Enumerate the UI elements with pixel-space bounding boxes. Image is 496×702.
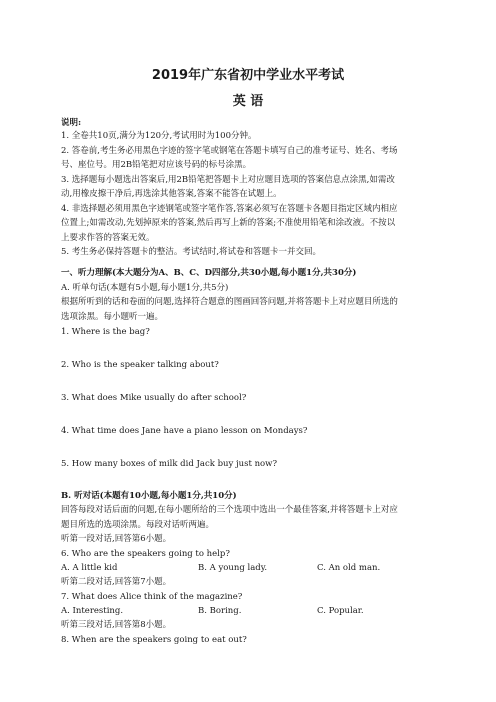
question-2: 2. Who is the speaker talking about?: [61, 360, 219, 370]
instruction-line: 上要求作答的答案无效。: [61, 233, 155, 243]
question-1: 1. Where is the bag?: [61, 327, 150, 337]
section-heading: 一、听力理解(本大题分为A、B、C、D四部分,共30小题,每小题1分,共30分): [61, 268, 357, 278]
option-c: C. Popular.: [317, 606, 364, 616]
instruction-line: 号、座位号。用2B铅笔把对应该号码的标号涂黑。: [61, 160, 252, 170]
question-5: 5. How many boxes of milk did Jack buy just now?: [61, 459, 278, 469]
dialog-instruction: 听第三段对话,回答第8小题。: [61, 620, 172, 630]
question-7: 7. What does Alice think of the magazine?: [61, 592, 243, 602]
part-b-heading: B. 听对话(本题有10小题,每小题1分,共10分): [61, 491, 237, 501]
question-8: 8. When are the speakers going to eat out?: [61, 635, 247, 645]
instruction-line: 4. 非选择题必须用黑色字迹钢笔或签字笔作答,答案必须写在答题卡各题目指定区域内相应: [61, 204, 398, 214]
instruction-line: 动,用橡皮擦干净后,再选涂其他答案,答案不能答在试题上。: [61, 189, 282, 199]
option-a: A. Interesting.: [61, 606, 124, 616]
instruction-line: 5. 考生务必保持答题卡的整洁。考试结时,将试卷和答题卡一并交回。: [61, 247, 322, 257]
instruction-line: 3. 选择题每小题选出答案后,用2B铅笔把答题卡上对应题目选项的答案信息点涂黑,如需改: [61, 175, 395, 185]
part-b-description: 回答每段对话后面的问题,在每小题所给的三个选项中选出一个最佳答案,并将答题卡上对应: [61, 505, 398, 515]
option-c: C. An old man.: [317, 563, 381, 573]
dialog-instruction: 听第二段对话,回答第7小题。: [61, 577, 172, 587]
instruction-line: 2. 答卷前,考生务必用黑色字迹的签字笔或钢笔在答题卡填写自己的准考证号、姓名、考场: [61, 146, 398, 156]
instructions-heading: 说明:: [61, 118, 82, 128]
option-b: B. Boring.: [198, 606, 242, 616]
part-b-description: 题目所选的选项涂黑。每段对话听两遍。: [61, 520, 215, 530]
option-a: A. A little kid: [61, 563, 118, 573]
question-6-options: [61, 563, 441, 574]
part-a-heading: A. 听单句话(本题有5小题,每小题1分,共5分): [61, 283, 229, 293]
part-a-description: 根据所听到的话和卷面的问题,选择符合题意的图画回答问题,并将答题卡上对应题目所选的: [61, 297, 398, 307]
option-b: B. A young lady.: [198, 563, 268, 573]
question-4: 4. What time does Jane have a piano lesson on Mondays?: [61, 426, 308, 436]
subject-title: 英 语: [232, 94, 264, 109]
question-3: 3. What does Mike usually do after school?: [61, 393, 247, 403]
question-6: 6. Who are the speakers going to help?: [61, 549, 230, 559]
instruction-line: 位置上;如需改动,先划掉原来的答案,然后再写上新的答案;不准使用铅笔和涂改液。不按以: [61, 218, 396, 228]
instruction-line: 1. 全卷共10页,满分为120分,考试用时为100分钟。: [61, 131, 257, 141]
dialog-instruction: 听第一段对话,回答第6小题。: [61, 534, 172, 544]
part-a-description: 选项涂黑。每小题听一遍。: [61, 312, 164, 322]
exam-title: 2019年广东省初中学业水平考试: [151, 68, 345, 83]
question-7-options: [61, 606, 441, 617]
